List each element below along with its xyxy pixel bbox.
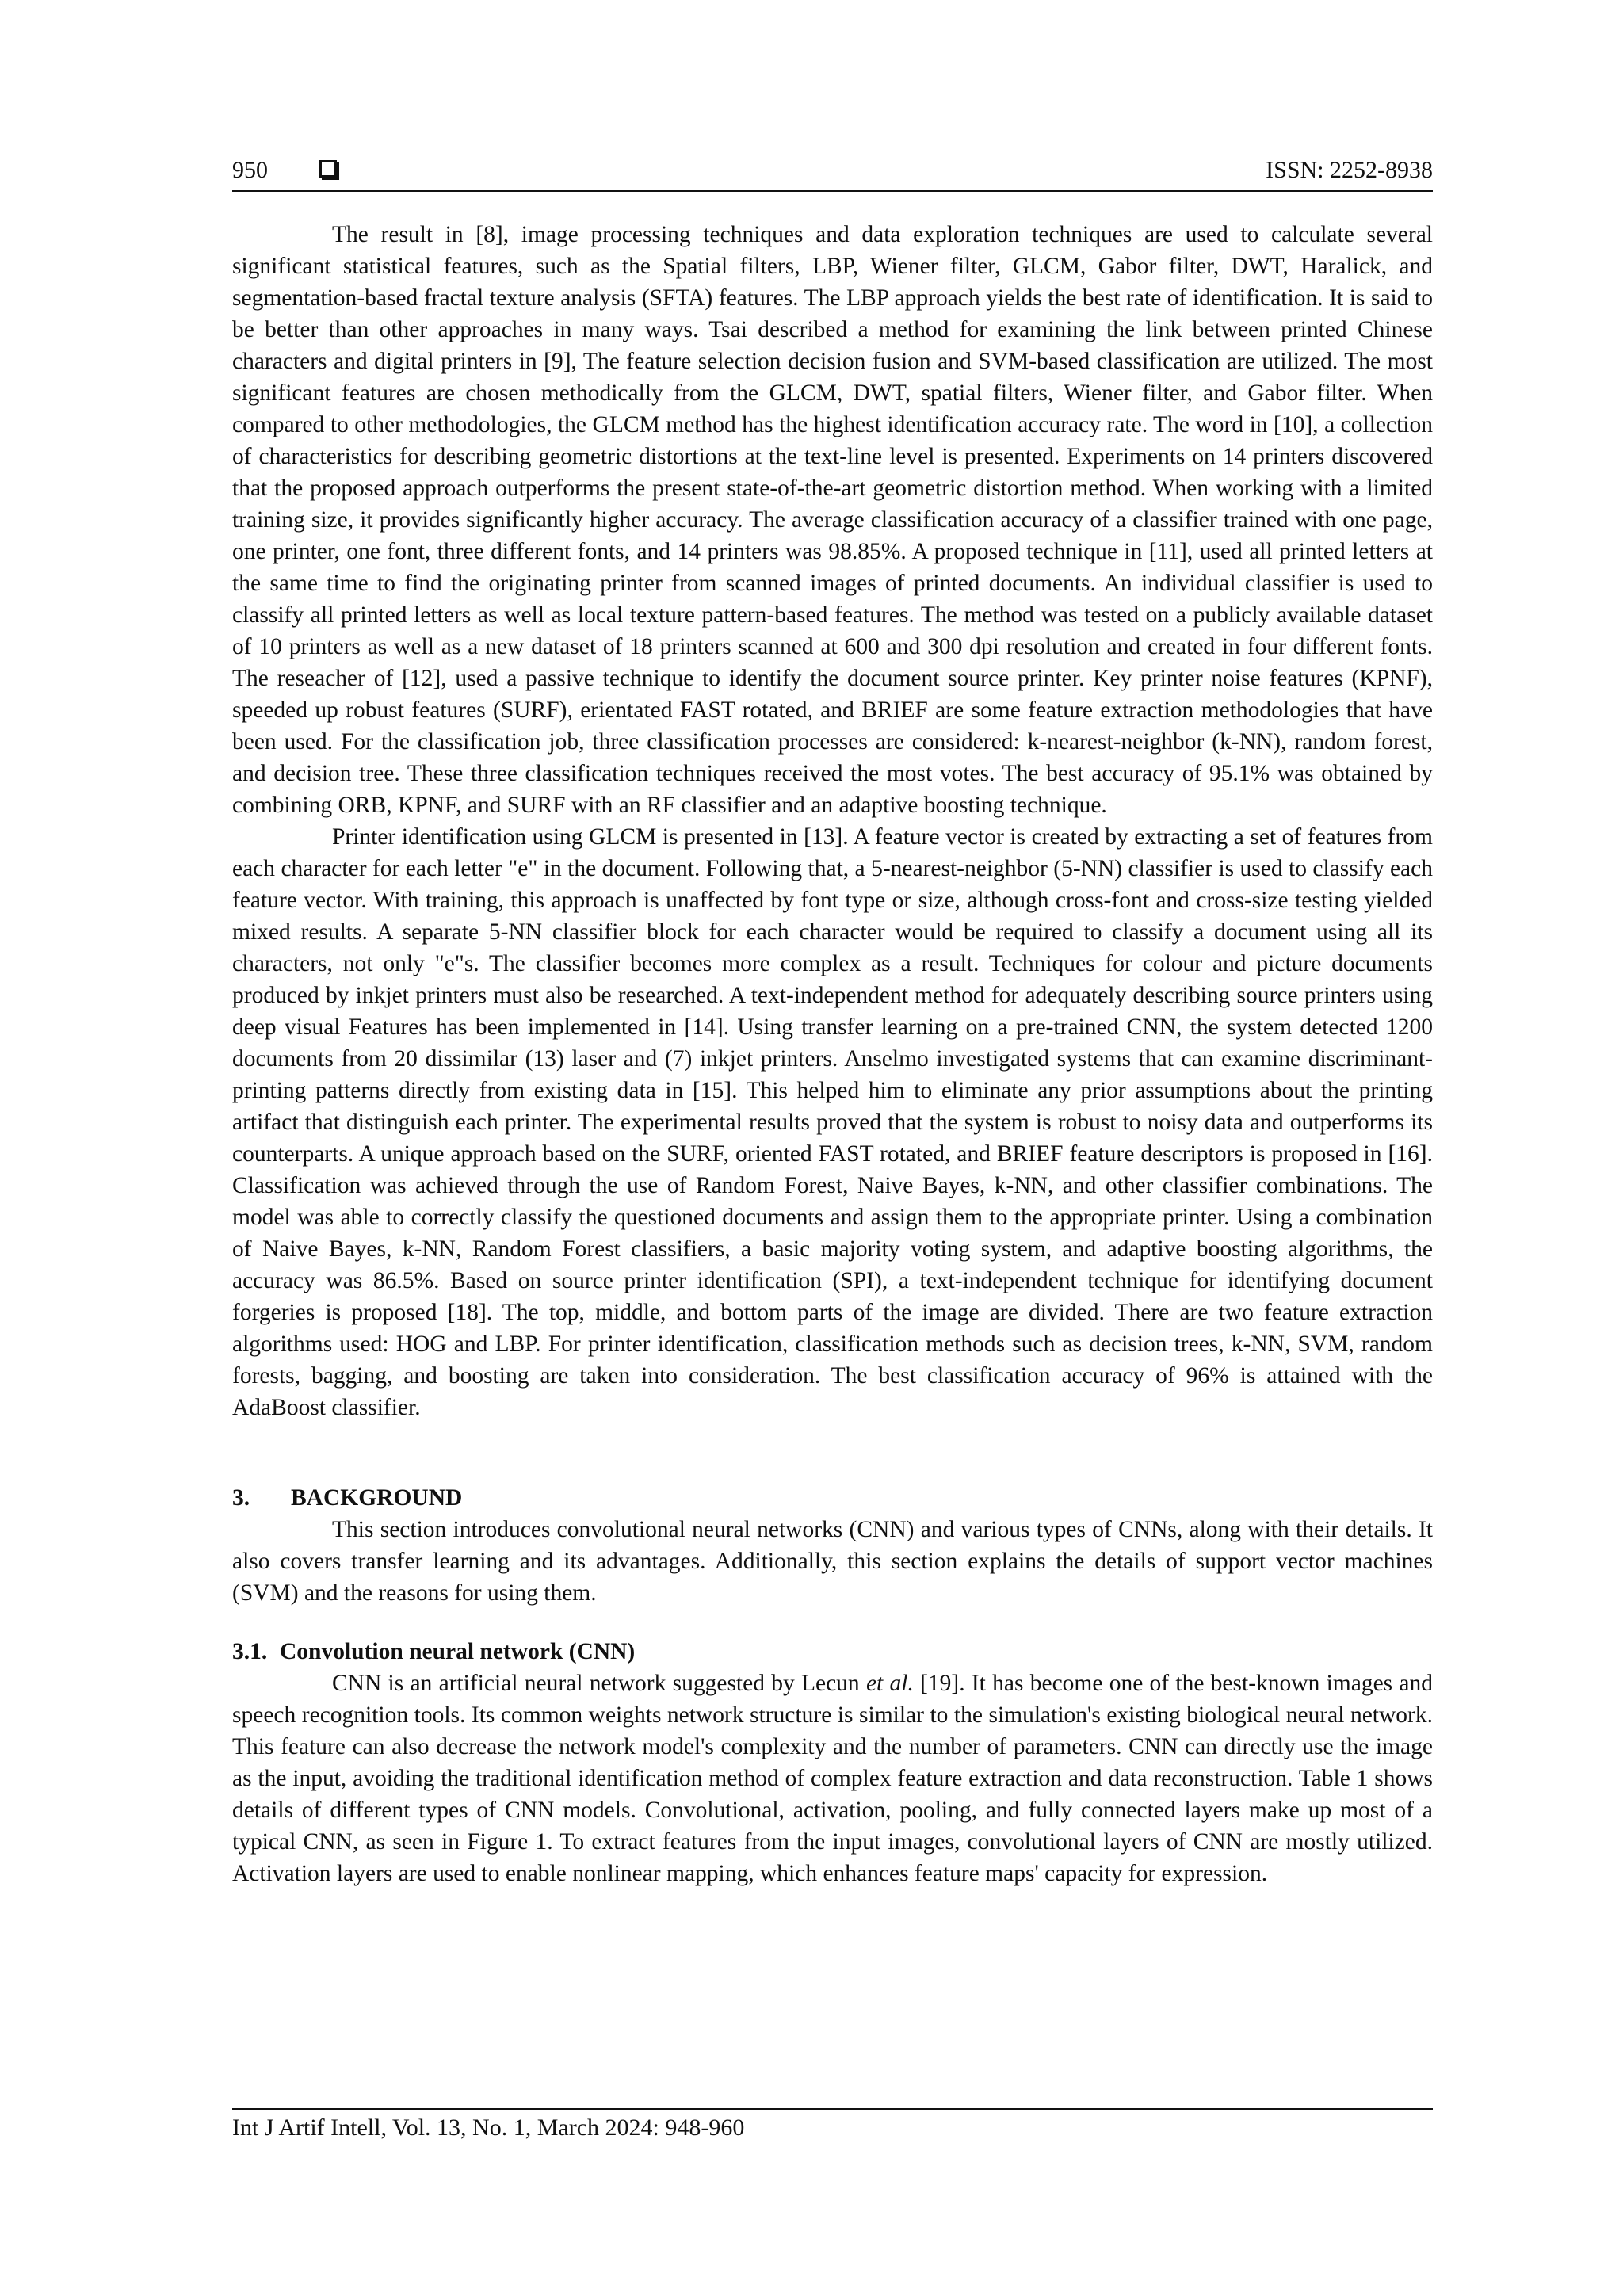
- cnn-text-italic: et al.: [865, 1671, 914, 1696]
- cnn-text-rest: [19]. It has become one of the best-known images and speech recognition tools. Its common weights network structure is similar to the simulation's existing biological neural network. This feature can also decrease the network model's complexity and the number of parameters. CNN can directly use the image as the input, avoiding the traditional identification method of complex feature extraction and data reconstruction. Table 1 shows details of different types of CNN models. Convolutional, activation, pooling, and fully connected layers make up most of a typical CNN, as seen in Figure 1. To extract features from the input images, convolutional layers of CNN are mostly utilized. Activation layers are used to enable nonlinear mapping, which enhances feature maps' capacity for expression.: [232, 1671, 1433, 1886]
- checkbox-square-icon: [319, 160, 337, 178]
- subsection-title: Convolution neural network (CNN): [280, 1639, 636, 1664]
- paragraph-related-work-1: The result in [8], image processing techniques and data exploration techniques are used to calculate several significant statistical features, such as the Spatial filters, LBP, Wiener filter, GLCM, Gabor filter, DWT, Haralick, and segmentation-based fractal texture analysis (SFTA) features. The LBP approach yields the best rate of identification. It is said to be better than other approaches in many ways. Tsai described a method for examining the link between printed Chinese characters and digital printers in [9], The feature selection decision fusion and SVM-based classification are utilized. The most significant features are chosen methodically from the GLCM, DWT, spatial filters, Wiener filter, and Gabor filter. When compared to other methodologies, the GLCM method has the highest identification accuracy rate. The word in [10], a collection of characteristics for describing geometric distortions at the text-line level is presented. Experiments on 14 printers discovered that the proposed approach outperforms the present state-of-the-art geometric distortion method. When working with a limited training size, it provides significantly higher accuracy. The average classification accuracy of a classifier trained with one page, one printer, one font, three different fonts, and 14 printers was 98.85%. A proposed technique in [11], used all printed letters at the same time to find the originating printer from scanned images of printed documents. An individual classifier is used to classify all printed letters as well as local texture pattern-based features. The method was tested on a publicly available dataset of 10 printers as well as a new dataset of 18 printers scanned at 600 and 300 dpi resolution and created in four different fonts. The reseacher of [12], used a passive technique to identify the document source printer. Key printer noise features (KPNF), speeded up robust features (SURF), erientated FAST rotated, and BRIEF are some feature extraction methodologies that have been used. For the classification job, three classification processes are considered: k-nearest-neighbor (k-NN), random forest, and decision tree. These three classification techniques received the most votes. The best accuracy of 95.1% was obtained by combining ORB, KPNF, and SURF with an RF classifier and an adaptive boosting technique.: [232, 222, 1433, 818]
- header-rule: [232, 190, 1433, 192]
- footer-rule: [232, 2108, 1433, 2110]
- paragraph-cnn: [232, 1668, 1433, 1889]
- subsection-spacer: [232, 1609, 1433, 1636]
- section-title: BACKGROUND: [291, 1485, 463, 1511]
- page-number: 950: [232, 157, 268, 183]
- subsection-number: 3.1.: [232, 1639, 268, 1664]
- section-heading: [232, 1482, 1433, 1514]
- subsection-heading: [232, 1636, 1433, 1668]
- section-spacer: [232, 1423, 1433, 1482]
- body-text: [232, 219, 1433, 1889]
- section-number: 3.: [232, 1485, 250, 1511]
- page-header: [232, 157, 1433, 190]
- issn-label: ISSN: 2252-8938: [1266, 157, 1433, 183]
- paragraph-related-work-2: Printer identification using GLCM is presented in [13]. A feature vector is created by extracting a set of features from each character for each letter "e" in the document. Following that, a 5-nearest-neighbor (5-NN) classifier is used to classify each feature vector. With training, this approach is unaffected by font type or size, although cross-font and cross-size testing yielded mixed results. A separate 5-NN classifier block for each character would be required to classify a document using all its characters, not only "e"s. The classifier becomes more complex as a result. Techniques for colour and picture documents produced by inkjet printers must also be researched. A text-independent method for adequately describing source printers using deep visual Features has been implemented in [14]. Using transfer learning on a pre-trained CNN, the system detected 1200 documents from 20 dissimilar (13) laser and (7) inkjet printers. Anselmo investigated systems that can examine discriminant-printing patterns directly from existing data in [15]. This helped him to eliminate any prior assumptions about the printing artifact that distinguish each printer. The experimental results proved that the system is robust to noisy data and outperforms its counterparts. A unique approach based on the SURF, oriented FAST rotated, and BRIEF feature descriptors is proposed in [16]. Classification was achieved through the use of Random Forest, Naive Bayes, k-NN, and other classifier combinations. The model was able to correctly classify the questioned documents and assign them to the appropriate printer. Using a combination of Naive Bayes, k-NN, Random Forest classifiers, a basic majority voting system, and adaptive boosting algorithms, the accuracy was 86.5%. Based on source printer identification (SPI), a text-independent technique for identifying document forgeries is proposed [18]. The top, middle, and bottom parts of the image are divided. There are two feature extraction algorithms used: HOG and LBP. For printer identification, classification methods such as decision trees, k-NN, SVM, random forests, bagging, and boosting are taken into consideration. The best classification accuracy of 96% is attained with the AdaBoost classifier.: [232, 824, 1433, 1420]
- footer-citation: Int J Artif Intell, Vol. 13, No. 1, March 2024: 948-960: [232, 2115, 745, 2141]
- paragraph-background-intro: This section introduces convolutional neural networks (CNN) and various types of CNNs, along with their details. It also covers transfer learning and its advantages. Additionally, this section explains the details of support vector machines (SVM) and the reasons for using them.: [232, 1517, 1433, 1606]
- cnn-text-start: CNN is an artificial neural network suggested by Lecun: [332, 1671, 866, 1696]
